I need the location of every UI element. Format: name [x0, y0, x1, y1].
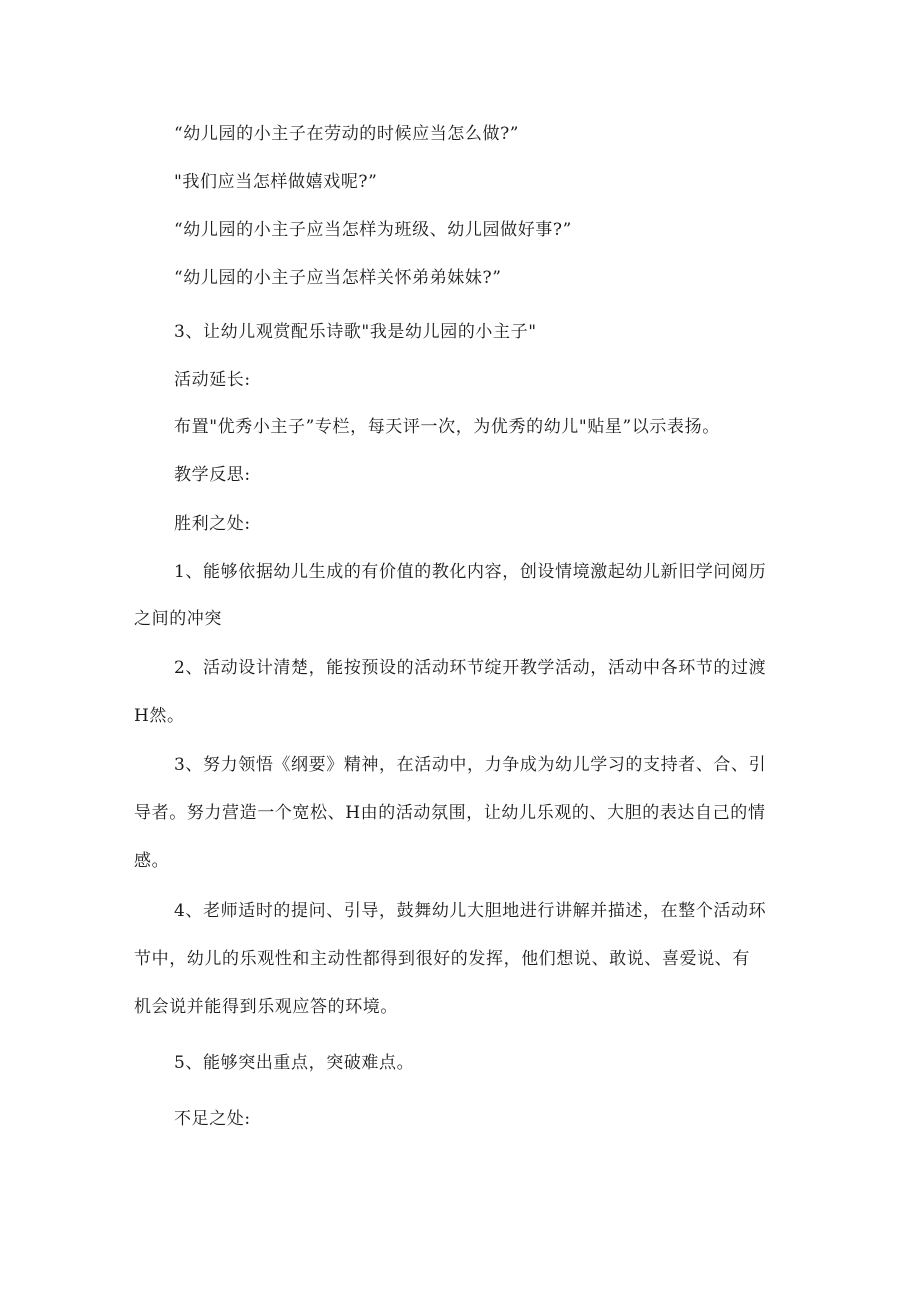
section-heading-extension: 活动延长: — [174, 370, 251, 390]
numbered-item-5: 5、能够突出重点，突破难点。 — [174, 1053, 415, 1073]
text-line: “幼儿园的小主子在劳动的时候应当怎么做?” — [174, 124, 520, 144]
numbered-item-2-continued: H然。 — [134, 706, 185, 726]
numbered-item-3: 3、努力领悟《纲要》精神，在活动中，力争成为幼儿学习的支持者、合、引 — [174, 755, 767, 775]
text-line: “幼儿园的小主子应当怎样关怀弟弟妹妹?” — [174, 268, 502, 288]
numbered-item-4-continued: 节中，幼儿的乐观性和主动性都得到很好的发挥，他们想说、敢说、喜爱说、有 — [134, 949, 750, 969]
section-heading-weaknesses: 不足之处: — [174, 1109, 251, 1129]
numbered-item-3-listen: 3、让幼儿观赏配乐诗歌"我是幼儿园的小主子" — [174, 322, 537, 342]
numbered-item-2: 2、活动设计清楚，能按预设的活动环节绽开教学活动，活动中各环节的过渡 — [174, 658, 767, 678]
numbered-item-4-continued: 机会说并能得到乐观应答的环境。 — [134, 997, 398, 1017]
numbered-item-1: 1、能够依据幼儿生成的有价值的教化内容，创设情境激起幼儿新旧学问阅历 — [174, 562, 767, 582]
text-line: “幼儿园的小主子应当怎样为班级、幼儿园做好事?” — [174, 220, 572, 240]
text-line: 布置"优秀小主子”专栏，每天评一次，为优秀的幼儿"贴星”以示表扬。 — [174, 417, 720, 437]
numbered-item-3-continued: 感。 — [134, 851, 170, 871]
numbered-item-1-continued: 之间的冲突 — [134, 609, 222, 629]
numbered-item-3-continued: 导者。努力营造一个宽松、H由的活动氛围，让幼儿乐观的、大胆的表达自己的情 — [134, 803, 766, 823]
numbered-item-4: 4、老师适时的提问、引导，鼓舞幼儿大胆地进行讲解并描述，在整个活动环 — [174, 901, 767, 921]
text-line: "我们应当怎样做嬉戏呢?” — [174, 172, 378, 192]
section-heading-reflection: 教学反思: — [174, 465, 251, 485]
section-heading-strengths: 胜利之处: — [174, 514, 251, 534]
